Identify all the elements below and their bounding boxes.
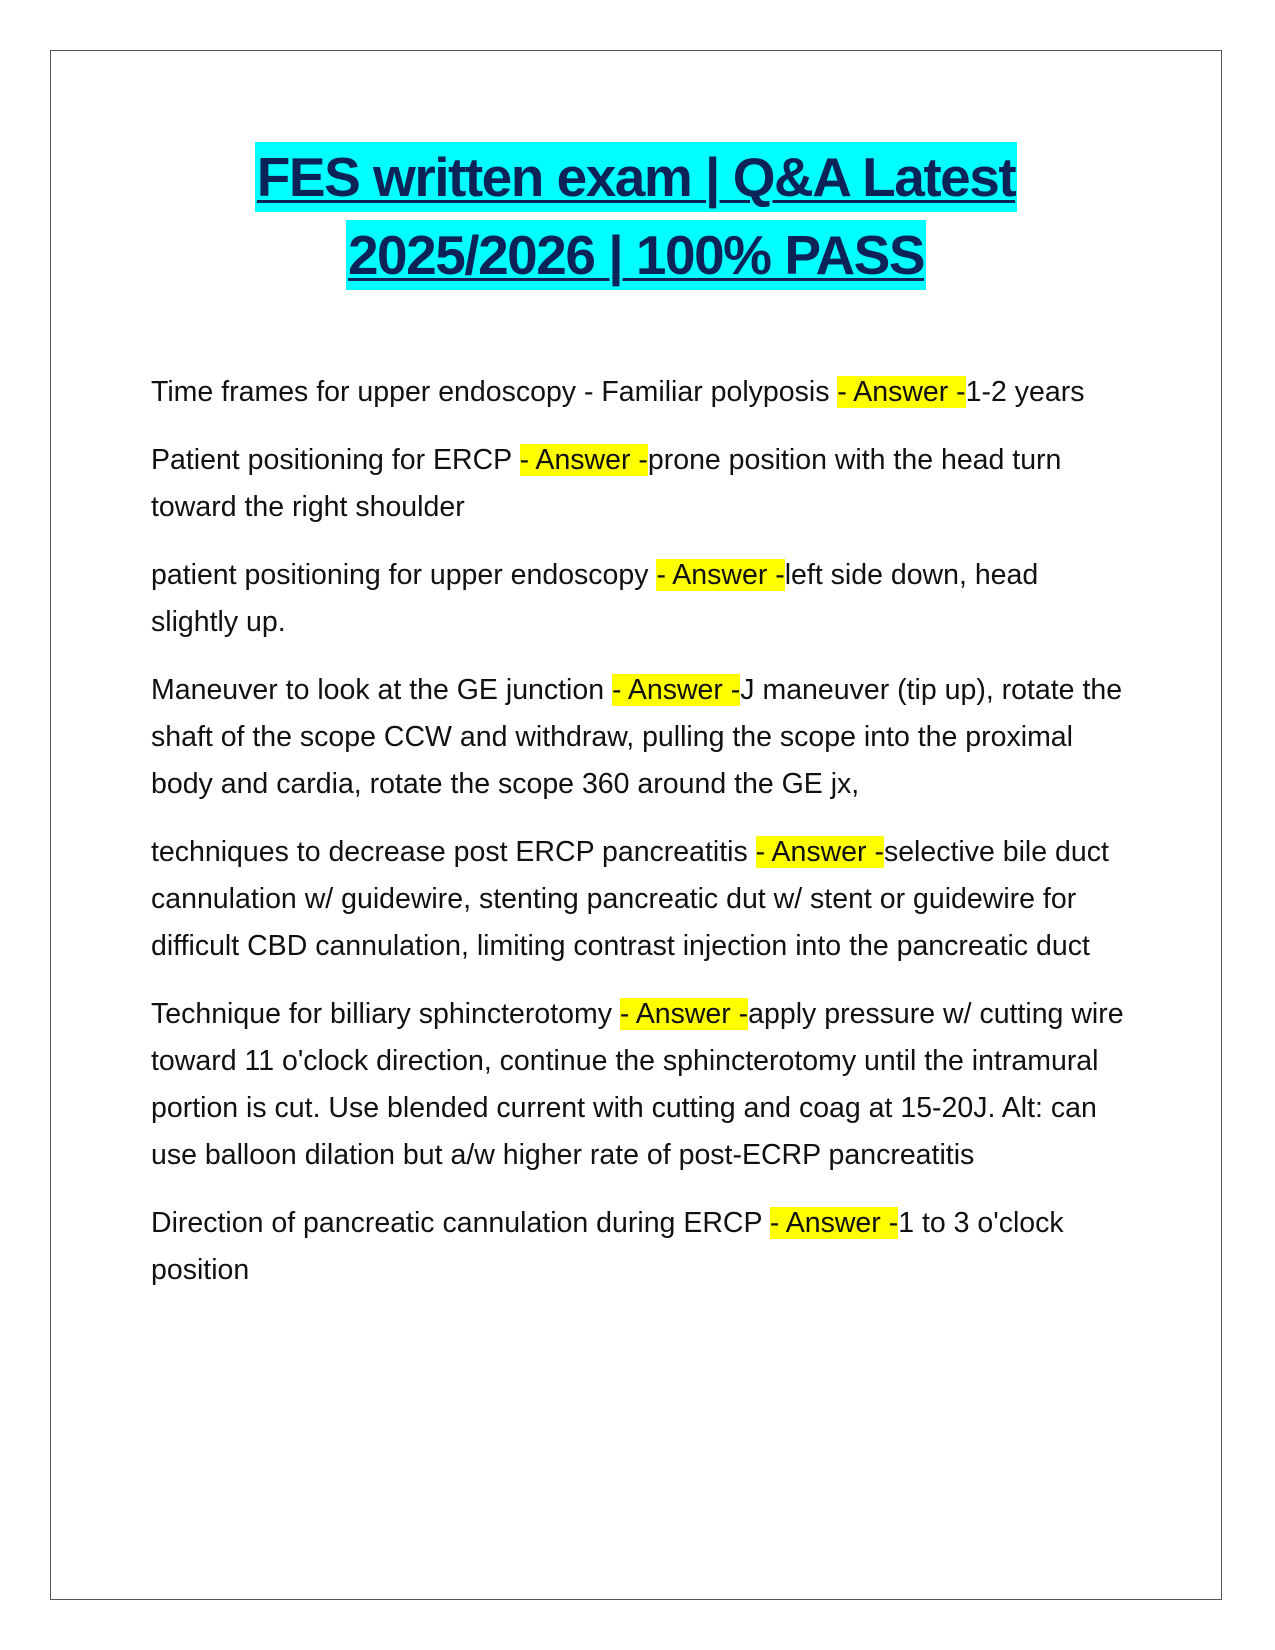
question-text: Direction of pancreatic cannulation during ERCP [151, 1207, 770, 1239]
document-title [50, 142, 1222, 298]
qa-item [151, 369, 1131, 416]
question-text: techniques to decrease post ERCP pancreatitis [151, 836, 756, 868]
qa-item [151, 552, 1131, 646]
answer-text: J maneuver (tip up), rotate the shaft of the scope CCW and withdraw, pulling the scope into the proximal body and cardia, rotate the scope 360 around the GE jx, [151, 674, 1123, 800]
answer-marker: - Answer - [519, 444, 648, 476]
question-text: Technique for billiary sphincterotomy [151, 998, 620, 1030]
answer-text: 1-2 years [965, 376, 1085, 408]
qa-item [151, 829, 1131, 970]
question-text: Patient positioning for ERCP [151, 444, 520, 476]
answer-marker: - Answer - [755, 836, 884, 868]
title-line-2 [50, 220, 1222, 298]
qa-item [151, 1200, 1131, 1294]
answer-marker: - Answer - [837, 376, 966, 408]
answer-marker: - Answer - [656, 559, 785, 591]
answer-text: apply pressure w/ cutting wire toward 11 o'clock direction, continue the sphincterotomy until the intramural portion is cut. Use blended current with cutting and coag at 15-20J. Alt: can use balloon dilation but a/w higher rate of post-ECRP pancreatitis [151, 998, 1124, 1171]
title-text-1: FES written exam | Q&A Latest [255, 142, 1017, 212]
question-text: Maneuver to look at the GE junction [151, 674, 613, 706]
title-line-1 [50, 142, 1222, 220]
question-text: Time frames for upper endoscopy - Familiar polyposis [151, 376, 838, 408]
answer-text: left side down, head slightly up. [151, 559, 1039, 638]
answer-text: selective bile duct cannulation w/ guidewire, stenting pancreatic dut w/ stent or guidewire for difficult CBD cannulation, limiting contrast injection into the pancreatic duct [151, 836, 1109, 962]
qa-item [151, 667, 1131, 808]
qa-item [151, 991, 1131, 1179]
question-text: patient positioning for upper endoscopy [151, 559, 657, 591]
title-text-2: 2025/2026 | 100% PASS [346, 220, 926, 290]
answer-text: prone position with the head turn toward the right shoulder [151, 444, 1062, 523]
answer-marker: - Answer - [769, 1207, 899, 1239]
answer-marker: - Answer - [619, 998, 749, 1030]
answer-text: 1 to 3 o'clock position [151, 1207, 1064, 1286]
qa-item [151, 437, 1131, 531]
answer-marker: - Answer - [612, 674, 741, 706]
qa-list [151, 369, 1131, 1315]
